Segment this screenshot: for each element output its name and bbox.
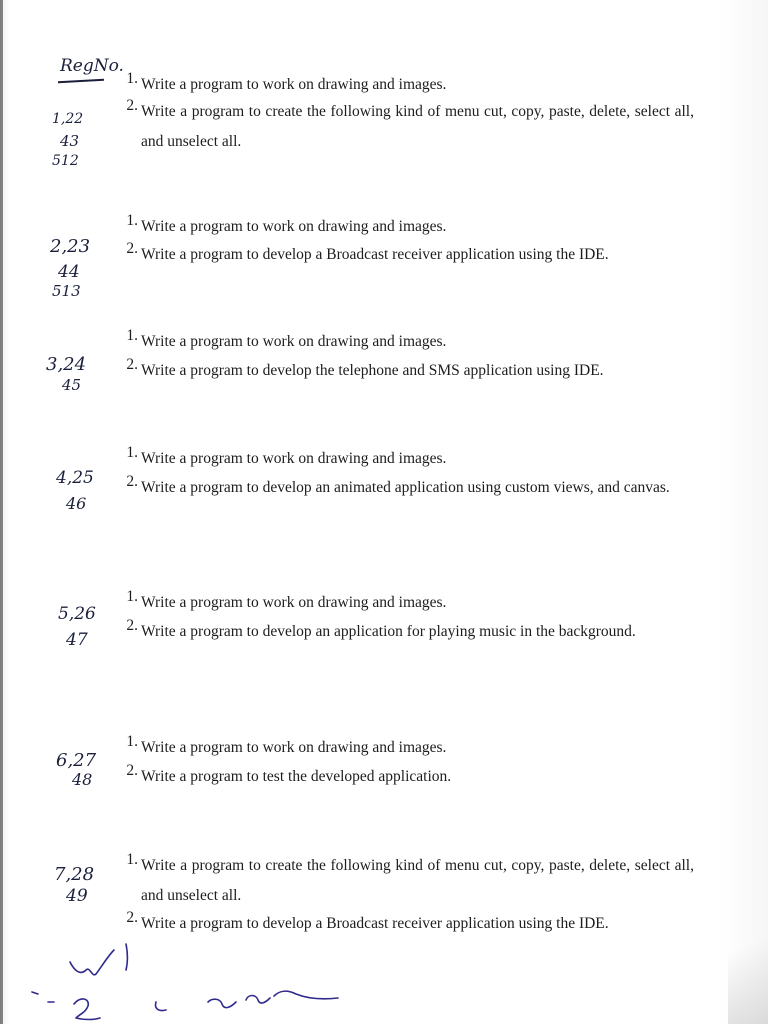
question-number: 1. (126, 444, 138, 461)
reg-number: 46 (66, 494, 87, 513)
question-text: Write a program to develop the telephone and SMS application using IDE. (141, 362, 604, 379)
question-text: Write a program to work on drawing and images. (141, 333, 447, 350)
reg-number: 1,22 (52, 111, 84, 127)
reg-number: 45 (62, 376, 82, 394)
question-item (116, 851, 694, 911)
handwritten-scribble (30, 940, 350, 1024)
question-text: Write a program to work on drawing and images. (141, 450, 447, 467)
question-text: Write a program to test the developed application. (141, 768, 452, 785)
question-number: 2. (126, 473, 138, 490)
reg-number: 47 (66, 630, 88, 650)
question-text: Write a program to work on drawing and images. (141, 218, 447, 235)
question-item (116, 356, 694, 386)
reg-number: 3,24 (46, 354, 87, 375)
question-text: Write a program to develop an animated application using custom views, and canvas. (141, 479, 670, 496)
reg-number: 513 (52, 282, 81, 300)
question-number: 2. (126, 356, 138, 373)
reg-no-underline (58, 79, 104, 83)
scan-corner-shadow (728, 914, 768, 1024)
question-number: 1. (126, 70, 138, 87)
question-item (116, 617, 694, 677)
scan-page-edge (0, 0, 3, 1024)
question-item (116, 733, 694, 763)
question-item (116, 909, 694, 939)
reg-number: 5,26 (58, 604, 96, 624)
question-item (116, 588, 694, 618)
reg-number: 44 (58, 262, 80, 282)
question-text: Write a program to develop an application for playing music in the background. (141, 623, 636, 640)
question-item (116, 212, 694, 242)
question-item (116, 444, 694, 474)
question-text: Write a program to develop a Broadcast receiver application using the IDE. (141, 246, 609, 263)
question-number: 2. (126, 617, 138, 634)
question-number: 2. (126, 762, 138, 779)
reg-number: 43 (60, 132, 80, 150)
question-text: Write a program to create the following kind of menu cut, copy, paste, delete, select all, and unselect all. (141, 857, 694, 904)
reg-number: 2,23 (50, 236, 91, 257)
question-number: 2. (126, 97, 138, 114)
question-text: Write a program to create the following kind of menu cut, copy, paste, delete, select all, and unselect all. (141, 103, 694, 150)
question-number: 2. (126, 240, 138, 257)
question-number: 1. (126, 327, 138, 344)
question-number: 2. (126, 909, 138, 926)
question-text: Write a program to develop a Broadcast receiver application using the IDE. (141, 915, 609, 932)
question-text: Write a program to work on drawing and images. (141, 594, 447, 611)
question-number: 1. (126, 733, 138, 750)
question-item (116, 473, 694, 533)
reg-number: 49 (66, 886, 88, 906)
reg-number: 6,27 (56, 750, 97, 771)
reg-number: 7,28 (54, 864, 95, 885)
reg-number: 512 (52, 153, 79, 169)
question-number: 1. (126, 588, 138, 605)
question-item (116, 97, 694, 157)
reg-number: 4,25 (56, 468, 94, 488)
question-item (116, 70, 694, 100)
reg-no-header: RegNo. (60, 56, 124, 76)
question-text: Write a program to work on drawing and images. (141, 739, 447, 756)
question-item (116, 240, 694, 270)
question-item (116, 762, 694, 792)
question-text: Write a program to work on drawing and images. (141, 76, 447, 93)
question-item (116, 327, 694, 357)
question-number: 1. (126, 851, 138, 868)
question-number: 1. (126, 212, 138, 229)
reg-number: 48 (72, 770, 93, 789)
